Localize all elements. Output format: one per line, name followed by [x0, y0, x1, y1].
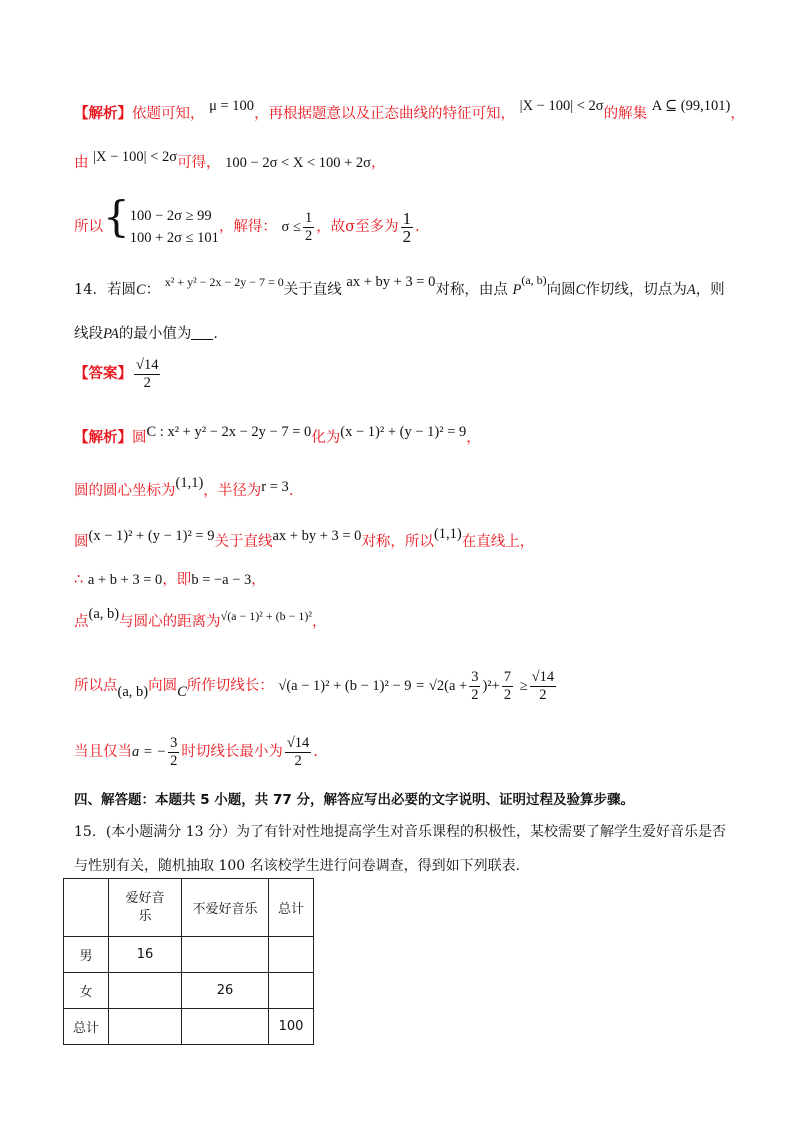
analysis-text: ， [466, 430, 481, 446]
analysis-math: C [177, 684, 187, 700]
table-header-cell: 不爱好音乐 [182, 879, 269, 937]
fraction: $\frac{1}{2}$ [304, 209, 313, 244]
table-cell: 女 [64, 973, 109, 1009]
q14-text: 线段 [74, 326, 103, 342]
table-header-cell: 爱好音乐 [109, 879, 182, 937]
analysis-text: . [288, 483, 294, 499]
analysis-text: 在直线上， [461, 534, 535, 550]
q14-line-eq: ax + by + 3 = 0 [346, 274, 436, 290]
q14-var: PA [103, 326, 119, 342]
q14-text: 作切线，切点为 [585, 282, 687, 298]
s13-line-3 [74, 192, 420, 249]
table-cell [269, 973, 314, 1009]
analysis-text: . [313, 744, 318, 760]
table-cell: 16 [109, 937, 182, 973]
analysis-text: 化为 [311, 430, 341, 446]
s13-text: ，再根据题意以及正态曲线的特征可知， [254, 106, 516, 122]
q14-text: ，则 [695, 282, 725, 298]
s13-math-ineq: |X − 100| < 2σ [519, 98, 604, 114]
q14-analysis-2 [74, 475, 294, 501]
q14-var: C [575, 282, 586, 298]
analysis-text: 所作切线长： [186, 678, 274, 694]
s13-line-2 [74, 149, 386, 173]
answer-blank [191, 325, 213, 340]
analysis-math: a = − [132, 744, 167, 760]
distance-expr: (a − 1)² + (b − 1)² [227, 609, 312, 623]
q15-line-2: 与性别有关，随机抽取 100 名该校学生进行问卷调查，得到如下列联表. [74, 858, 521, 874]
q14-text: 的最小值为 [118, 326, 192, 342]
analysis-math: (x − 1)² + (y − 1)² = 9 [88, 528, 215, 544]
analysis-text: ， [251, 572, 266, 588]
table-header-cell: 总计 [269, 879, 314, 937]
s13-text: 的解集 [603, 106, 648, 122]
analysis-text: 与圆心的距离为 [119, 614, 221, 630]
analysis-math: a + b + 3 = 0 [87, 572, 163, 588]
q14-line-1 [74, 273, 725, 300]
q14-text: 向圆 [546, 282, 576, 298]
analysis-text: 时切线长最小为 [181, 744, 283, 760]
table-cell [269, 937, 314, 973]
q14-point: (a, b) [521, 273, 547, 287]
analysis-text: 圆 [74, 534, 89, 550]
q14-var: P [512, 282, 522, 298]
table-cell [64, 879, 109, 937]
q14-circle-eq: x² + y² − 2x − 2y − 7 = 0 [164, 275, 284, 289]
analysis-math: (a, b) [117, 684, 149, 700]
fraction: $\frac{1}{2}$ [402, 208, 412, 246]
equals-sign: = [416, 678, 425, 694]
q14-analysis-3 [74, 526, 535, 552]
q14-text: ： [145, 282, 161, 298]
q14-text: ． [213, 326, 228, 342]
therefore-symbol: ∴ [74, 572, 84, 588]
q14-text: 关于直线 [283, 282, 342, 298]
section-header: 四、解答题：本题共 5 小题，共 77 分，解答应写出必要的文字说明、证明过程及验算步骤。 [74, 792, 634, 808]
fraction: $\frac{√14}{2}$ [286, 734, 310, 769]
q14-var: A [686, 282, 696, 298]
analysis-math: (1,1) [433, 526, 462, 542]
table-cell [109, 973, 182, 1009]
tangent-length-expr: (a − 1)² + (b − 1)² − 9 [286, 678, 412, 694]
q14-analysis-6: 所以点(a, b)向圆C所作切线长： √(a − 1)² + (b − 1)² − 9 = √2(a + $\frac{3}{2}$ )²+ $\frac{7}{2}$ ≥ $\frac{√14}{2}$ [74, 668, 555, 704]
q15-line-1: 15．(本小题满分 13 分）为了有针对性地提高学生对音乐课程的积极性，某校需要了解学生爱好音乐是否 [74, 824, 726, 840]
analysis-math: (1,1) [175, 475, 204, 491]
analysis-tag: 【解析】 [74, 429, 132, 446]
analysis-tag: 【解析】 [74, 105, 132, 122]
s13-text: 可得， [177, 155, 221, 171]
q14-analysis-7 [74, 730, 318, 774]
s13-math-mu: μ = 100 [209, 98, 255, 114]
table-cell: 26 [182, 973, 269, 1009]
fraction: $\frac{3}{2}$ [170, 734, 178, 769]
q14-analysis-4 [74, 570, 266, 590]
analysis-text: 点 [74, 614, 89, 630]
table-cell [182, 937, 269, 973]
table-cell: 总计 [64, 1009, 109, 1045]
s13-math-range: 100 − 2σ < X < 100 + 2σ [225, 155, 371, 171]
contingency-table [63, 878, 314, 1045]
q14-analysis-1 [74, 424, 481, 448]
analysis-text: 所以点 [74, 678, 118, 694]
s13-text: ， [371, 155, 386, 171]
analysis-math: ax + by + 3 = 0 [272, 528, 362, 544]
table-cell [109, 1009, 182, 1045]
table-row [64, 1009, 314, 1045]
q14-var: C [135, 282, 146, 298]
s13-text: 所以 [74, 219, 103, 235]
fraction: $\frac{√14}{2}$ [136, 356, 159, 391]
s13-text: ，故σ至多为 [316, 219, 399, 235]
q14-line-2 [74, 324, 228, 344]
analysis-text: 当且仅当 [74, 744, 132, 760]
answer-tag: 【答案】 [74, 365, 132, 382]
analysis-math: (x − 1)² + (y − 1)² = 9 [340, 424, 467, 440]
analysis-math: r = 3 [261, 479, 289, 495]
left-brace: { [103, 192, 130, 241]
analysis-text: 圆的圆心坐标为 [74, 483, 176, 499]
fraction: $\frac{√14}{2}$ [531, 668, 555, 703]
q14-text: 14．若圆 [74, 282, 136, 298]
s13-text: ， [730, 106, 745, 122]
s13-line-1 [74, 98, 745, 124]
analysis-text: 对称，所以 [361, 534, 434, 550]
table-cell: 100 [269, 1009, 314, 1045]
table-cell [182, 1009, 269, 1045]
s13-text: 由 [74, 155, 89, 171]
analysis-text: ，半径为 [203, 483, 262, 499]
analysis-text: ， [312, 614, 327, 630]
table-cell: 男 [64, 937, 109, 973]
s13-math-sigma: σ ≤ [281, 219, 301, 235]
s13-math-set: A ⊆ (99,101) [651, 98, 731, 114]
geq-sign: ≥ [519, 678, 528, 694]
analysis-math: b = −a − 3 [191, 572, 252, 588]
analysis-math: (a, b) [88, 606, 120, 622]
table-header-row [64, 879, 314, 937]
s13-text: 依题可知， [132, 106, 205, 122]
analysis-math: C : x² + y² − 2x − 2y − 7 = 0 [146, 424, 312, 440]
s13-text: ，解得： [218, 219, 277, 235]
s13-math-ineq: |X − 100| < 2σ [93, 149, 178, 165]
s13-text: . [415, 219, 420, 235]
q14-analysis-5: 点(a, b)与圆心的距离为$^{√(a - 1)^2 + (b - 1)^2}$， [74, 606, 327, 630]
analysis-text: 关于直线 [214, 534, 273, 550]
q14-answer [74, 352, 162, 396]
inequality-system: 100 − 2σ ≥ 99 100 + 2σ ≤ 101 [129, 208, 219, 246]
table-row [64, 937, 314, 973]
analysis-text: 向圆 [148, 678, 178, 694]
tangent-length-sqrt: √2(a + $\frac{3}{2}$ )²+ $\frac{7}{2}$ [428, 669, 512, 704]
analysis-text: ，即 [162, 572, 192, 588]
table-row [64, 973, 314, 1009]
analysis-text: 圆 [132, 430, 147, 446]
q14-text: 对称，由点 [435, 282, 508, 298]
